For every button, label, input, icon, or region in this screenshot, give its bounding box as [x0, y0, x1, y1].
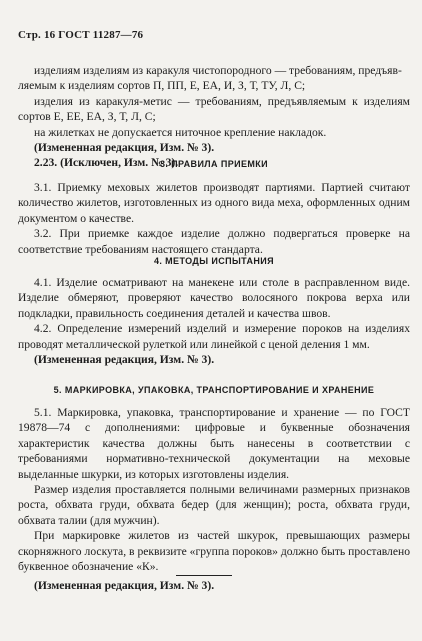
text-paragraph: на жилетках не допускается ниточное крепление накладок. — [34, 125, 327, 139]
amendment-note: (Измененная редакция, Изм. № 3). — [34, 141, 215, 155]
text-paragraph: изделия из каракуля-метис — требованиям, предъявляемым к изделиям сортов Е, ЕЕ, ЕА, З, Т, Л, С; — [18, 94, 410, 124]
end-rule — [176, 575, 232, 576]
clause-3-2: 3.2. При приемке каждое изделие должно подвергаться проверке на соответствие требованиям настоящего стандарта. — [18, 227, 410, 256]
section-2-continuation — [18, 63, 410, 171]
clause-4-1: 4.1. Изделие осматривают на манекене или столе в расправленном виде. Изделие обмеряют, проверяют качество волосяного покрова верха или подкладки, правильность соединения деталей и качества швов. — [18, 276, 410, 320]
text-line: ляемым к изделиям сортов П, ПП, Е, ЕА, И, З, Т, ТУ, Л, С; — [18, 79, 306, 93]
clause-4-2: 4.2. Определение измерений изделий и измерение пороков на изделиях проводят металлической рулеткой или линейкой с ценой деления 1 мм. — [18, 322, 410, 351]
section-heading-4: 4. МЕТОДЫ ИСПЫТАНИЯ — [153, 256, 275, 266]
section-3-body — [18, 180, 410, 257]
text-paragraph: Размер изделия проставляется полными величинами размерных признаков роста, обхвата груди, обхвата бедер (для женщин); роста, обхвата груди, обхвата талии (для мужчин). — [18, 483, 410, 527]
clause-5-1: 5.1. Маркировка, упаковка, транспортирование и хранение — по ГОСТ 19878—74 с дополнениями: цифровые и буквенные обозначения характеристик качества должны быть нанесены в соответствии с требованиями нормативно-технической документации на меховые выделанные шкурки, из которых изготовлены изделия. — [18, 406, 410, 481]
section-4-body — [18, 275, 410, 367]
text-paragraph: При маркировке жилетов из частей шкурок, превышающих размеры скорняжного лоскута, в реквизите «группа пороков» должно быть проставлено буквенное обозначение «К». — [18, 529, 410, 574]
clause-excluded: 2.23. (Исключен, Изм. № 3). — [34, 156, 179, 170]
clause-3-1: 3.1. Приемку меховых жилетов производят партиями. Партией считают количество жилетов, изготовленных из одного вида меха, оформленных одним документом о качестве. — [18, 181, 410, 225]
amendment-note: (Измененная редакция, Изм. № 3). — [34, 353, 215, 367]
section-heading-5: 5. МАРКИРОВКА, УПАКОВКА, ТРАНСПОРТИРОВАНИЕ И ХРАНЕНИЕ — [53, 385, 375, 395]
section-heading-3: 3. ПРАВИЛА ПРИЕМКИ — [159, 159, 269, 169]
amendment-note: (Измененная редакция, Изм. № 3). — [34, 579, 215, 593]
page-header: Стр. 16 ГОСТ 11287—76 — [18, 29, 144, 41]
text-line: изделиям изделиям из каракуля чистопородного — требованиям, предъяв- — [34, 64, 402, 77]
section-5-body — [18, 405, 410, 594]
